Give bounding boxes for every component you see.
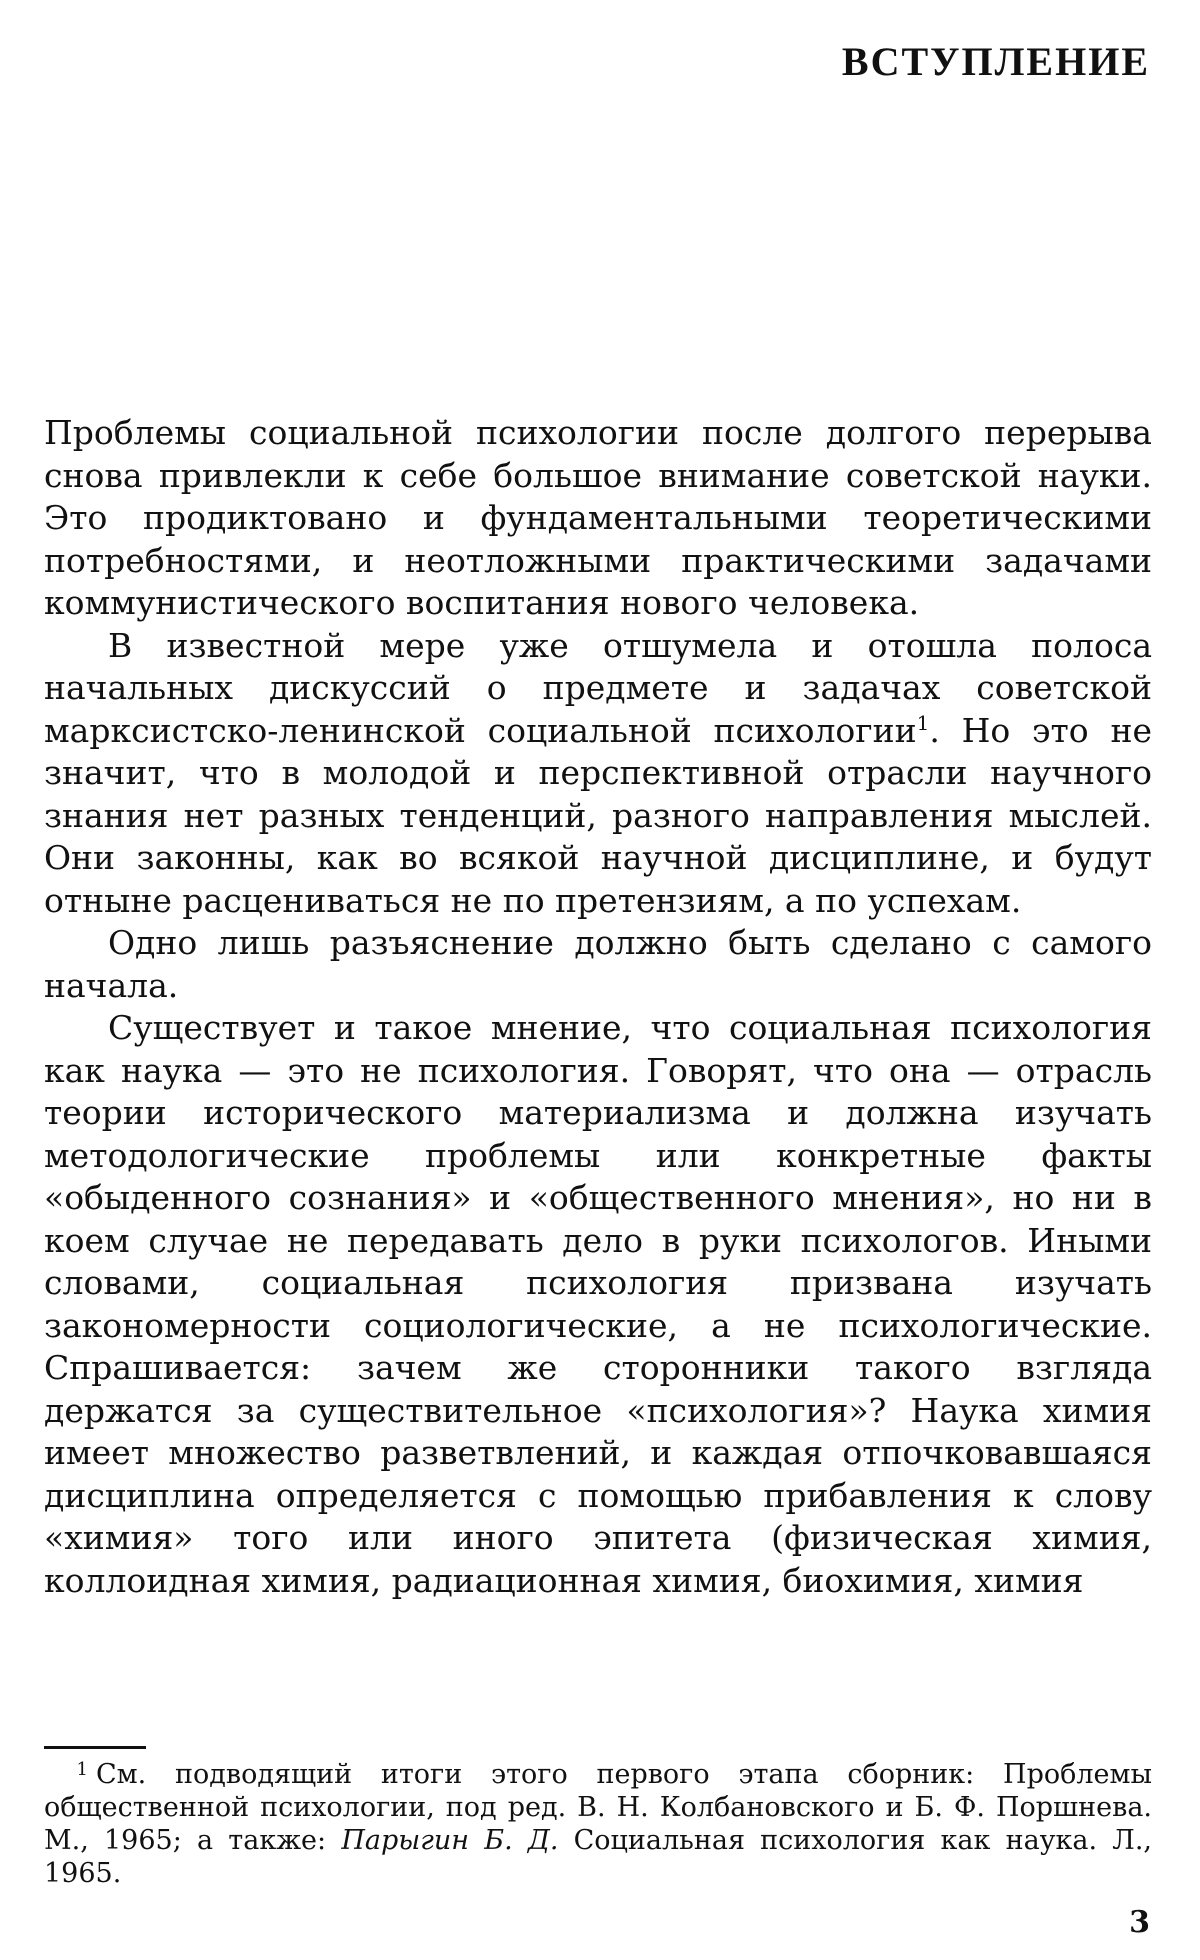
- paragraph-2: [44, 625, 1152, 923]
- footnote: 1 См. подводящий итоги этого первого этапа сборник: Проблемы общественной психологии, под ред. В. Н. Колбановского и Б. Ф. Поршнева. М., 1965; а также: Парыгин Б. Д. Социальная психология как наука. Л., 1965.: [44, 1759, 1152, 1889]
- main-text: [44, 412, 1152, 1602]
- chapter-heading: ВСТУПЛЕНИЕ: [841, 39, 1150, 84]
- paragraph-1: Проблемы социальной психологии после долгого перерыва снова привлекли к себе большое внимание советской науки. Это продиктовано и фундаментальными теоретическими потребностями, и неотложными практическими задачами коммунистического воспитания нового человека.: [44, 413, 1152, 622]
- footnote-author: Парыгин Б. Д.: [341, 1825, 559, 1856]
- paragraph-4: Существует и такое мнение, что социальная психология как наука — это не психология. Говорят, что она — отрасль теории исторического материализма и должна изучать методологические проблемы или конкретные факты «обыденного сознания» и «общественного мнения», но ни в коем случае не передавать дело в руки психологов. Иными словами, социальная психология призвана изучать закономерности социологические, а не психологические. Спрашивается: зачем же сторонники такого взгляда держатся за существительное «психология»? Наука химия имеет множество разветвлений, и каждая отпочковавшаяся дисциплина определяется с помощью прибавления к слову «химия» того или иного эпитета (физическая химия, коллоидная химия, радиационная химия, биохимия, химия: [44, 1008, 1152, 1600]
- paragraph-2-text-a: В известной мере уже отшумела и отошла полоса начальных дискуссий о предмете и задачах советской марксистско-ленинской социальной психологии: [44, 625, 1152, 750]
- paragraph-2-text-b: . Но это не значит, что в молодой и перспективной отрасли научного знания нет разных тенденций, разного направления мыслей. Они законны, как во всякой научной дисциплине, и будут отныне расцениваться не по претензиям, а по успехам.: [44, 710, 1152, 920]
- footnote-divider: [44, 1746, 146, 1749]
- page-number: 3: [1129, 1905, 1150, 1940]
- paragraph-3: Одно лишь разъяснение должно быть сделано с самого начала.: [44, 923, 1152, 1005]
- footnote-text-a: См. подводящий итоги этого первого этапа сборник: Проблемы общественной психологии, под ред. В. Н. Колбановского и Б. Ф. Поршнева. М., 1965; а также:: [44, 1759, 1152, 1856]
- footnote-reference[interactable]: 1: [916, 710, 930, 735]
- footnote-text-b: Социальная психология как наука. Л., 1965.: [44, 1825, 1152, 1889]
